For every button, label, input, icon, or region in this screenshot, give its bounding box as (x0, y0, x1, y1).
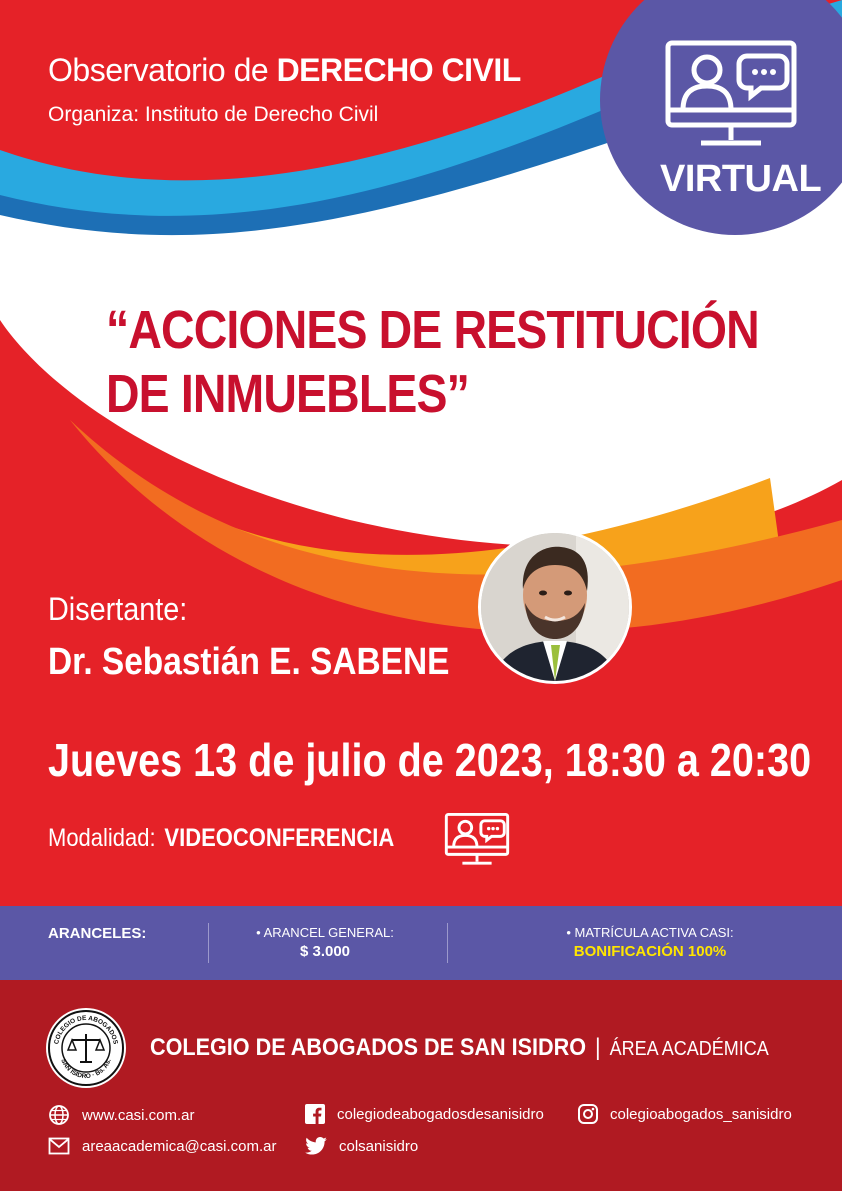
videoconference-icon (665, 40, 797, 155)
globe-icon (48, 1104, 70, 1126)
organizer-subtitle: Organiza: Instituto de Derecho Civil (48, 103, 379, 126)
svg-text:COLEGIO DE ABOGADOS: COLEGIO DE ABOGADOS (53, 1014, 119, 1045)
fee-member-value: BONIFICACIÓN 100% (573, 943, 727, 960)
svg-text:SAN ISIDRO · Bs. As.: SAN ISIDRO · Bs. As. (59, 1057, 113, 1081)
facebook-link[interactable]: colegiodeabogadosdesanisidro (305, 1104, 544, 1124)
modality-value: VIDEOCONFERENCIA (164, 824, 395, 852)
envelope-icon (48, 1137, 70, 1155)
speaker-label: Disertante: (48, 591, 188, 627)
fee-member (525, 925, 775, 960)
instagram-link[interactable]: colegioabogados_sanisidro (578, 1104, 792, 1124)
speaker-photo (478, 530, 632, 684)
speaker-name: Dr. Sebastián E. SABENE (48, 641, 450, 683)
event-title: “ACCIONES DE RESTITUCIÓN DE INMUEBLES” (106, 300, 759, 424)
fee-general (225, 925, 425, 960)
modality-label: Modalidad: (48, 824, 156, 852)
modality-videoconference-icon (443, 813, 511, 869)
twitter-icon (305, 1137, 327, 1155)
event-date: Jueves 13 de julio de 2023, 18:30 a 20:30 (48, 734, 812, 786)
fee-member-label: • MATRÍCULA ACTIVA CASI: (566, 925, 734, 940)
colegio-name: COLEGIO DE ABOGADOS DE SAN ISIDRO | ÁREA ACADÉMICA (150, 1034, 769, 1061)
fees-label: ARANCELES: (48, 925, 147, 942)
instagram-icon (578, 1104, 598, 1124)
fee-general-label: • ARANCEL GENERAL: (256, 925, 394, 940)
colegio-seal-logo (46, 1008, 126, 1088)
fee-general-value: $ 3.000 (299, 943, 351, 960)
modality (48, 824, 394, 853)
footer (0, 980, 842, 1191)
fees-divider (208, 923, 209, 963)
facebook-icon (305, 1104, 325, 1124)
virtual-label: VIRTUAL (660, 158, 822, 200)
observatory-title: Observatorio de DERECHO CIVIL (48, 52, 521, 88)
twitter-link[interactable]: colsanisidro (305, 1137, 418, 1155)
email-link[interactable]: areaacademica@casi.com.ar (48, 1137, 276, 1155)
fees-divider (447, 923, 448, 963)
website-link[interactable]: www.casi.com.ar (48, 1104, 195, 1126)
